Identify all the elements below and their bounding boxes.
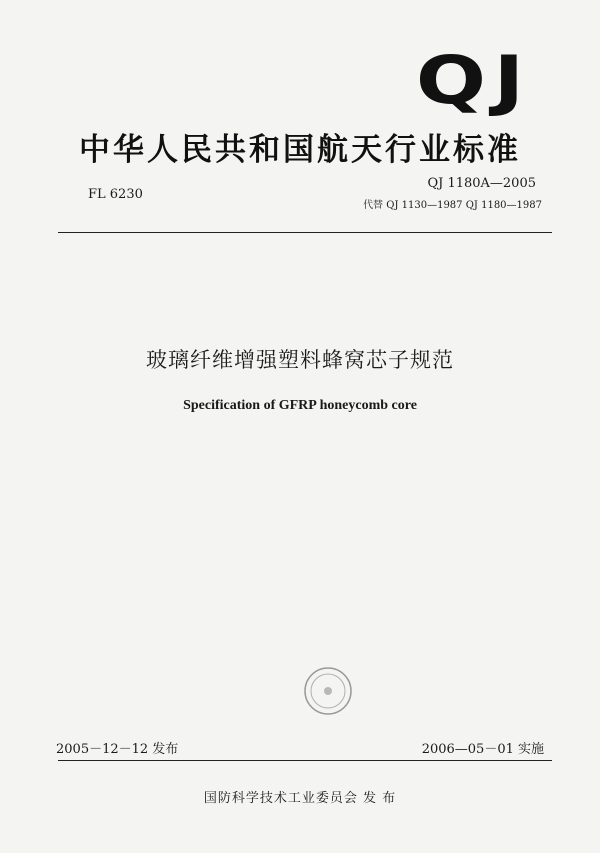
official-seal-icon: [302, 665, 354, 717]
replaces-note: 代替 QJ 1130—1987 QJ 1180—1987: [363, 200, 542, 211]
organization-title: 中华人民共和国航天行业标准: [79, 132, 521, 168]
bottom-divider: [58, 760, 552, 761]
classification-code: FL 6230: [88, 187, 143, 202]
standard-title-en: Specification of GFRP honeycomb core: [183, 398, 417, 413]
qj-logo: QJ: [416, 42, 532, 119]
publish-date: 2005－12－12 发布: [56, 742, 179, 757]
top-divider: [58, 232, 552, 233]
implement-date: 2006—05－01 实施: [421, 742, 544, 757]
publisher: 国防科学技术工业委员会 发 布: [203, 791, 397, 806]
standard-title-cn: 玻璃纤维增强塑料蜂窝芯子规范: [146, 348, 454, 372]
standard-number: QJ 1180A—2005: [427, 176, 536, 191]
